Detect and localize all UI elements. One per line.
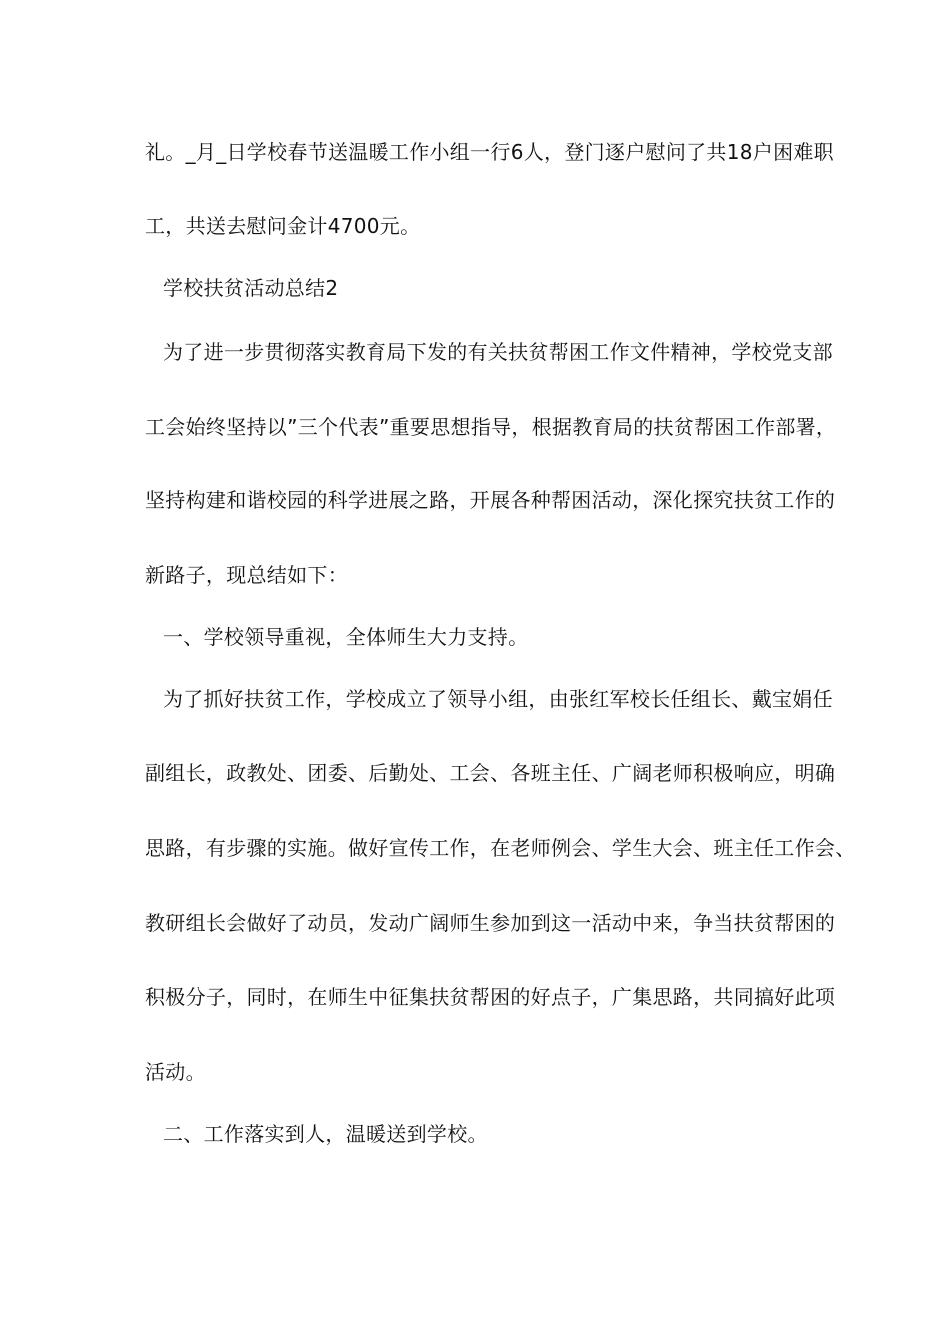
paragraph-line: 副组长，政教处、团委、后勤处、工会、各班主任、广阔老师积极响应，明确: [145, 761, 836, 785]
paragraph-line: 坚持构建和谐校园的科学进展之路，开展各种帮困活动，深化探究扶贫工作的: [145, 488, 836, 512]
paragraph-line: 为了进一步贯彻落实教育局下发的有关扶贫帮困工作文件精神，学校党支部: [163, 340, 833, 364]
paragraph-line: 新路子，现总结如下：: [145, 563, 348, 587]
paragraph-line: 礼。_月_日学校春节送温暖工作小组一行6人，登门逐户慰问了共18户困难职: [145, 140, 834, 164]
paragraph-line: 工，共送去慰问金计4700元。: [145, 214, 421, 238]
paragraph-line: 工会始终坚持以”三个代表”重要思想指导，根据教育局的扶贫帮困工作部署，: [145, 415, 837, 439]
section-heading: 二、工作落实到人，温暖送到学校。: [163, 1122, 488, 1146]
paragraph-line: 积极分子，同时，在师生中征集扶贫帮困的好点子，广集思路，共同搞好此项: [145, 985, 836, 1009]
paragraph-line: 教研组长会做好了动员，发动广阔师生参加到这一活动中来，争当扶贫帮困的: [145, 911, 836, 935]
paragraph-line: 思路，有步骤的实施。做好宣传工作，在老师例会、学生大会、班主任工作会、: [145, 836, 856, 860]
paragraph-line: 活动。: [145, 1060, 206, 1084]
section-title: 学校扶贫活动总结2: [163, 276, 339, 300]
paragraph-line: 为了抓好扶贫工作，学校成立了领导小组，由张红军校长任组长、戴宝娟任: [163, 687, 833, 711]
section-heading: 一、学校领导重视，全体师生大力支持。: [163, 625, 529, 649]
